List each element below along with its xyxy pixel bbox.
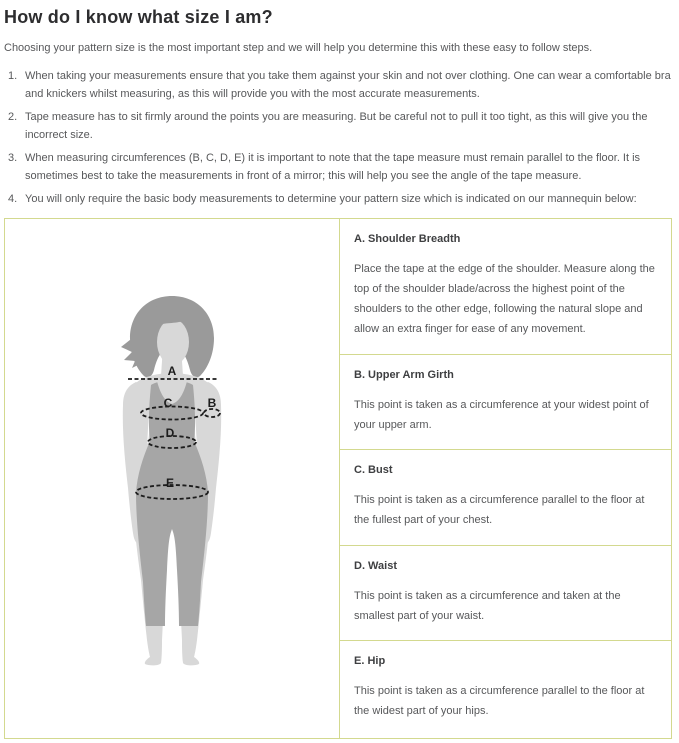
measurement-row-hip [340,641,672,739]
step-text: You will only require the basic body measurements to determine your pattern size which is indicated on our mannequin below: [25,193,637,205]
step-number: 1. [8,70,18,82]
steps-list [4,67,675,208]
mannequin-face [157,319,189,365]
marker-label-a: A [167,364,177,378]
measurement-header: E. Hip [354,655,386,667]
measurement-description: This point is taken as a circumference parallel to the floor at the fullest part of your chest. [354,494,645,526]
measurement-row-shoulder-breadth [340,219,672,355]
step-item-4 [8,190,675,208]
intro-text: Choosing your pattern size is the most important step and we will help you determine this with these easy to follow steps. [4,42,593,54]
step-text: When taking your measurements ensure that you take them against your skin and not over clothing. One can wear a comfortable bra and knickers whilst measuring, as this will provide you with the most accurate measurements. [25,70,671,100]
measurement-description: Place the tape at the edge of the shoulder. Measure along the top of the shoulder blade/across the highest point of the shoulders to the other edge, following the natural slope and allow an extra finger for ease of any movement. [354,263,655,335]
marker-label-c: C [163,396,173,410]
marker-label-b: B [207,396,217,410]
page-title: How do I know what size I am? [4,7,273,27]
step-number: 2. [8,111,18,123]
measurement-header: C. Bust [354,464,393,476]
step-item-1 [8,67,675,103]
step-text: When measuring circumferences (B, C, D, E) it is important to note that the tape measure must remain parallel to the floor. It is sometimes best to take the measurements in front of a mirror; this will help you see the angle of the tape measure. [25,152,641,182]
measurement-description: This point is taken as a circumference parallel to the floor at the widest part of your hips. [354,685,645,717]
measurement-description: This point is taken as a circumference at your widest point of your upper arm. [354,399,649,431]
measurement-row-bust [340,450,672,546]
step-number: 3. [8,152,18,164]
step-text: Tape measure has to sit firmly around the points you are measuring. But be careful not to pull it too tight, as this will give you the incorrect size. [25,111,648,141]
marker-label-d: D [165,426,175,440]
step-number: 4. [8,193,18,205]
measurement-header: A. Shoulder Breadth [354,233,461,245]
mannequin-figure-cell [5,219,340,739]
measurement-header: D. Waist [354,560,397,572]
measurement-description: This point is taken as a circumference and taken at the smallest part of your waist. [354,590,621,622]
measurement-row-waist [340,546,672,641]
step-item-3 [8,149,675,185]
mannequin-illustration [72,290,272,670]
marker-label-e: E [165,476,175,490]
measurement-header: B. Upper Arm Girth [354,369,454,381]
step-item-2 [8,108,675,144]
measurement-row-upper-arm-girth [340,355,672,450]
measurements-table [4,218,672,739]
